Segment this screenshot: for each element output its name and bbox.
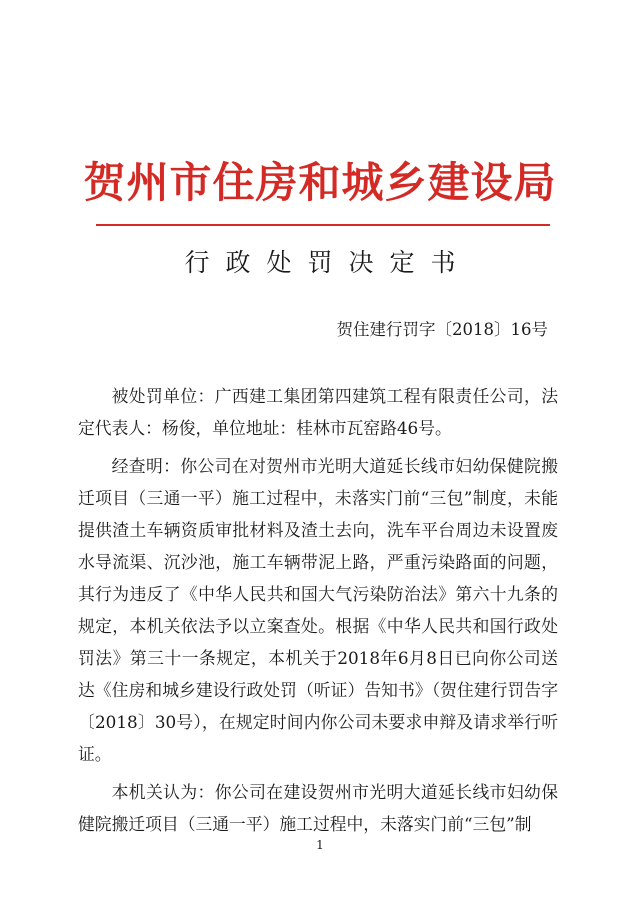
- document-number: 贺住建行罚字〔2018〕16号: [336, 320, 548, 339]
- agency-header: 贺州市住房和城乡建设局: [83, 158, 557, 207]
- document-body: [78, 380, 558, 846]
- paragraph-penalized-party: 被处罚单位：广西建工集团第四建筑工程有限责任公司，法定代表人：杨俊，单位地址：桂林市瓦窑路46号。: [78, 386, 558, 438]
- page-number: 1: [316, 838, 324, 852]
- document-title: 行政处罚决定书: [184, 248, 472, 277]
- paragraph-findings: 经查明：你公司在对贺州市光明大道延长线市妇幼保健院搬迁项目（三通一平）施工过程中，未落实门前“三包”制度，未能提供渣土车辆资质审批材料及渣土去向，洗车平台周边未设置废水导流渠、沉沙池，施工车辆带泥上路，严重污染路面的问题，其行为违反了《中华人民共和国大气污染防治法》第六十九条的规定，本机关依法予以立案查处。根据《中华人民共和国行政处罚法》第三十一条规定，本机关于2018年6月8日已向你公司送达《住房和城乡建设行政处罚（听证）告知书》（贺住建行罚告字〔2018〕30号），在规定时间内你公司未要求申辩及请求举行听证。: [78, 456, 558, 764]
- red-divider-line: [96, 224, 550, 226]
- paragraph-opinion: 本机关认为：你公司在建设贺州市光明大道延长线市妇幼保健院搬迁项目（三通一平）施工过程中，未落实门前“三包”制: [78, 782, 558, 834]
